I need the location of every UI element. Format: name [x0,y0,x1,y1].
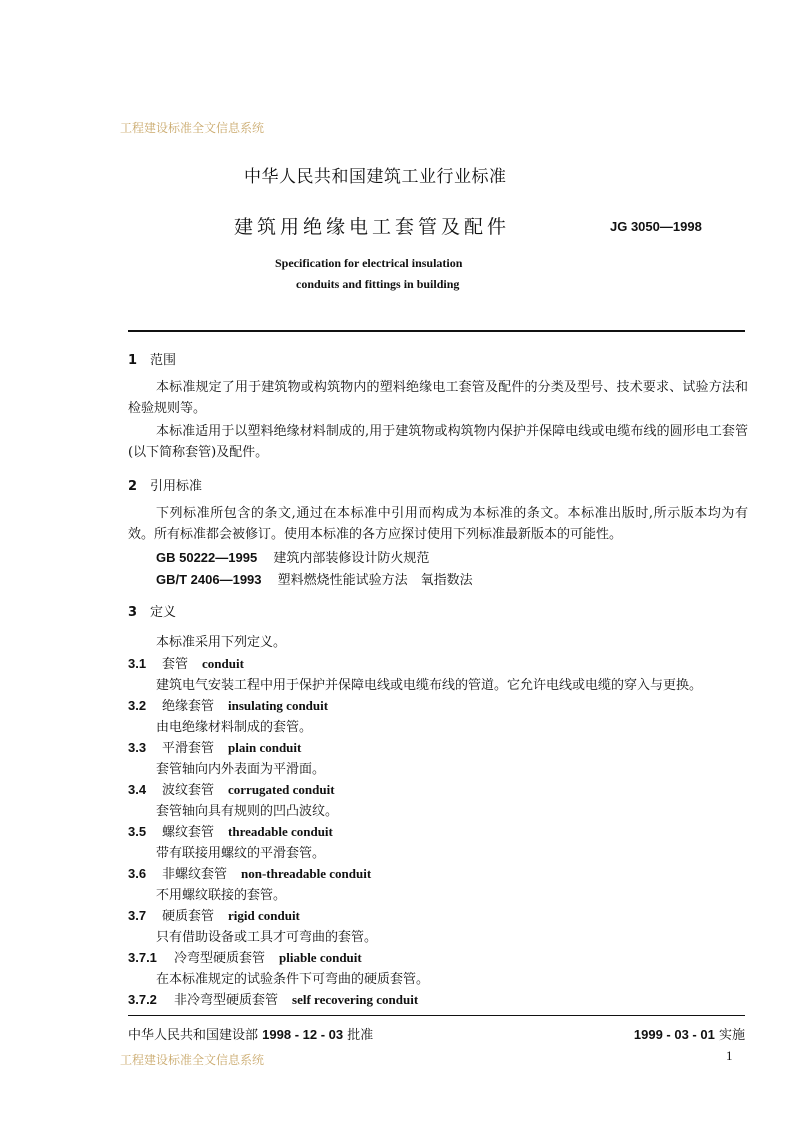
section-number: 2 [128,479,138,494]
term-en: conduit [202,656,244,671]
page-number: 1 [726,1048,733,1063]
term-cn: 平滑套管 [162,741,215,756]
title-en-line1: Specification for electrical insulation [275,256,463,270]
term-cn: 非螺纹套管 [162,867,228,882]
term-cn: 螺纹套管 [162,825,215,840]
term-heading [128,779,335,798]
ref-code: GB/T 2406—1993 [156,572,262,587]
approval-suffix: 批准 [347,1028,374,1043]
implementation-line [634,1024,745,1043]
section-1-para-1: 本标准规定了用于建筑物或构筑物内的塑料绝缘电工套管及配件的分类及型号、技术要求、试验方法和检验规则等。 [128,380,748,416]
term-en: pliable conduit [279,950,362,965]
term-heading [128,653,244,672]
term-definition: 由电绝缘材料制成的套管。 [156,720,313,735]
term-number: 3.7 [128,908,147,923]
term-number: 3.4 [128,782,147,797]
term-number: 3.1 [128,656,147,671]
watermark-top: 工程建设标准全文信息系统 [120,121,265,135]
ref-title: 建筑内部装修设计防火规范 [273,551,430,566]
ref-item [156,547,429,566]
term-number: 3.7.1 [128,950,157,965]
section-2-heading [128,475,202,494]
term-definition: 建筑电气安装工程中用于保护并保障电线或电缆布线的管道。它允许电线或电缆的穿入与更换。 [156,678,703,693]
ref-code: GB 50222—1995 [156,550,258,565]
term-definition: 在本标准规定的试验条件下可弯曲的硬质套管。 [156,972,430,987]
term-number: 3.6 [128,866,147,881]
term-en: non-threadable conduit [241,866,372,881]
section-title: 引用标准 [150,479,203,494]
section-title: 定义 [150,605,177,620]
term-number: 3.7.2 [128,992,157,1007]
section-1-heading [128,349,176,368]
header-divider [128,330,745,332]
term-en: insulating conduit [228,698,329,713]
term-number: 3.3 [128,740,147,755]
term-en: self recovering conduit [292,992,419,1007]
term-cn: 波纹套管 [162,783,215,798]
approval-date: 1998 - 12 - 03 [262,1027,344,1042]
term-heading [128,695,328,714]
section-1-para-2: 本标准适用于以塑料绝缘材料制成的,用于建筑物或构筑物内保护并保障电线或电缆布线的圆形电工套管(以下简称套管)及配件。 [128,424,748,460]
term-cn: 硬质套管 [162,909,215,924]
implementation-suffix: 实施 [718,1028,745,1043]
term-heading [128,905,300,924]
term-heading [128,863,371,882]
term-definition: 套管轴向具有规则的凹凸波纹。 [156,804,339,819]
term-heading [128,821,333,840]
term-definition: 带有联接用螺纹的平滑套管。 [156,846,326,861]
ref-item [156,569,473,588]
term-heading [128,737,301,756]
term-cn: 非冷弯型硬质套管 [174,993,279,1008]
watermark-bottom: 工程建设标准全文信息系统 [120,1053,265,1067]
section-title: 范围 [150,353,177,368]
term-en: threadable conduit [228,824,333,839]
approval-org: 中华人民共和国建设部 [128,1028,259,1043]
term-en: rigid conduit [228,908,300,923]
footer-divider [128,1015,745,1016]
term-en: plain conduit [228,740,302,755]
ref-title: 塑料燃烧性能试验方法 氧指数法 [277,573,473,588]
term-cn: 冷弯型硬质套管 [174,951,266,966]
section-number: 3 [128,605,138,620]
approval-line [128,1024,373,1043]
standard-code: JG 3050—1998 [610,219,702,234]
term-heading [128,989,418,1008]
section-number: 1 [128,353,138,368]
standard-category: 中华人民共和国建筑工业行业标准 [244,167,507,187]
term-number: 3.2 [128,698,147,713]
term-cn: 套管 [162,657,189,672]
term-definition: 套管轴向内外表面为平滑面。 [156,762,326,777]
section-2-para-1: 下列标准所包含的条文,通过在本标准中引用而构成为本标准的条文。本标准出版时,所示版本均为有效。所有标准都会被修订。使用本标准的各方应探讨使用下列标准最新版本的可能性。 [128,506,748,542]
page-title: 建筑用绝缘电工套管及配件 [234,216,511,238]
implementation-date: 1999 - 03 - 01 [633,1027,715,1042]
term-en: corrugated conduit [228,782,335,797]
term-cn: 绝缘套管 [162,699,215,714]
title-en-line2: conduits and fittings in building [296,277,460,291]
section-3-heading [128,601,176,620]
term-definition: 只有借助设备或工具才可弯曲的套管。 [156,930,378,945]
term-number: 3.5 [128,824,147,839]
term-heading [128,947,362,966]
section-3-intro: 本标准采用下列定义。 [156,635,287,650]
term-definition: 不用螺纹联接的套管。 [156,888,287,903]
